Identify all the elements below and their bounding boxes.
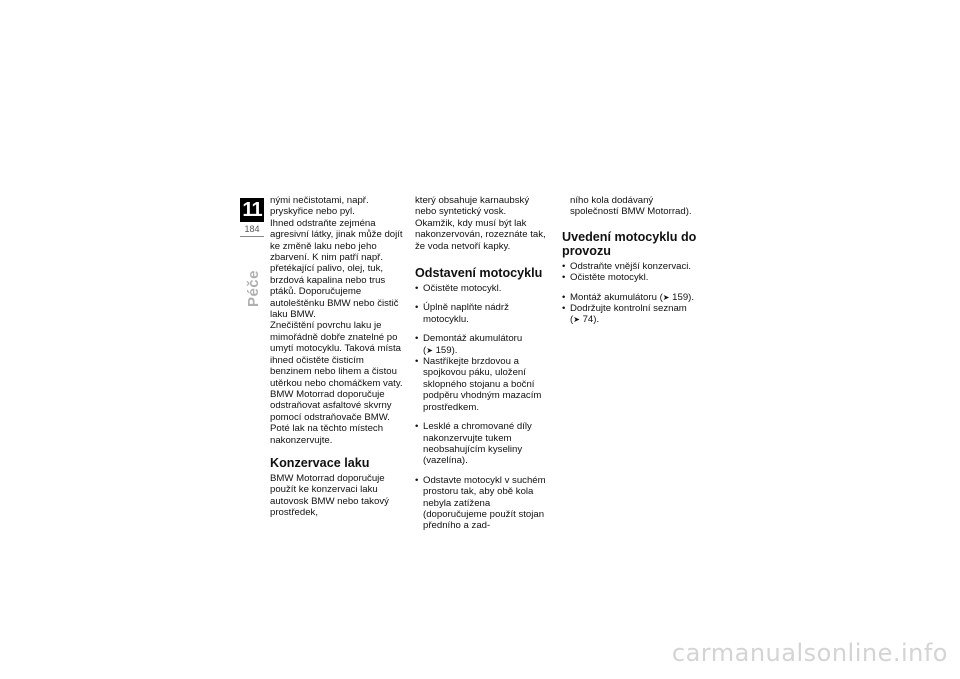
page-ref[interactable]: 159). [672, 291, 695, 303]
list-item: • Očistěte motocykl. [415, 283, 553, 294]
page-ref[interactable]: 74). [582, 314, 600, 326]
paragraph: který obsahuje karnaubský nebo syntetický vosk. [415, 195, 530, 218]
watermark: carmanualsonline.info [671, 639, 948, 667]
list-item: • Dodržujte kontrolní seznam (➤ 74). [562, 303, 702, 326]
column-1 [270, 195, 406, 519]
section-label: Péče [245, 270, 262, 308]
list-item-text: Montáž akumulátoru ( [570, 291, 663, 303]
paragraph: nými nečistotami, např. pryskyřice nebo pyl. [270, 195, 369, 218]
heading-odstaveni: Odstavení motocyklu [415, 266, 543, 281]
paragraph: BMW Motorrad doporučuje použít ke konzervaci laku autovosk BMW nebo takový prostředek, [270, 472, 389, 519]
list-item-text: Dodržujte kontrolní seznam [570, 303, 687, 315]
column-2 [415, 195, 553, 532]
paragraph: Okamžik, kdy musí být lak nakonzervován, rozeznáte tak, že voda netvoří kapky. [415, 217, 546, 252]
paragraph: Znečištění povrchu laku je mimořádně dobře znatelné po umytí motocyklu. Taková místa ihned očistěte čisticím benzinem nebo lihem a čistou utěrkou nebo chomáčkem vaty. BMW Motorrad doporučuje odstraňovat asfaltové skvrny pomocí odstraňovače BMW. Poté lak na těchto místech nakonzervujte. [270, 320, 403, 446]
list-odstaveni [415, 283, 553, 532]
paragraph: ního kola dodávaný společností BMW Motorrad). [570, 195, 692, 218]
list-item: • Odstraňte vnější konzervaci. [562, 261, 702, 272]
page-number: 184 [244, 224, 260, 234]
heading-uvedeni: Uvedení motocyklu do provozu [562, 229, 697, 258]
arrow-right-icon: ➤ [573, 315, 580, 325]
heading-konzervace: Konzervace laku [270, 455, 370, 470]
list-item: • Demontáž akumulátoru (➤ 159). [415, 333, 553, 356]
list-item: • Odstavte motocykl v suchém prostoru tak, aby obě kola nebyla zatížena (doporučujeme použít stojan předního a zad- [415, 475, 553, 532]
arrow-right-icon: ➤ [426, 345, 433, 355]
list-item [562, 292, 702, 303]
page-ref[interactable]: 159). [435, 344, 458, 356]
list-item-text: Demontáž akumulátoru [423, 333, 523, 345]
list-item: • Lesklé a chromované díly nakonzervujte tukem neobsahujícím kyseliny (vazelína). [415, 421, 553, 467]
column-3 [562, 195, 702, 326]
paragraph: Ihned odstraňte zejména agresivní látky, jinak může dojít ke změně laku nebo jeho zbarvení. K nim patří např. přetékající palivo, olej, tuk, brzdová kapalina nebo trus ptáků. Doporučujeme autoleštěnku BMW nebo čistič laku BMW. [270, 217, 403, 321]
chapter-number: 11 [240, 198, 264, 222]
list-item: • Nastříkejte brzdovou a spojkovou páku, uložení sklopného stojanu a boční podpěru vhodným mazacím prostředkem. [415, 356, 553, 413]
arrow-right-icon: ➤ [662, 292, 670, 302]
list-uvedeni [562, 261, 702, 326]
page-divider [240, 236, 264, 237]
list-item: • Očistěte motocykl. [562, 272, 702, 283]
list-item: • Úplně naplňte nádrž motocyklu. [415, 302, 553, 325]
